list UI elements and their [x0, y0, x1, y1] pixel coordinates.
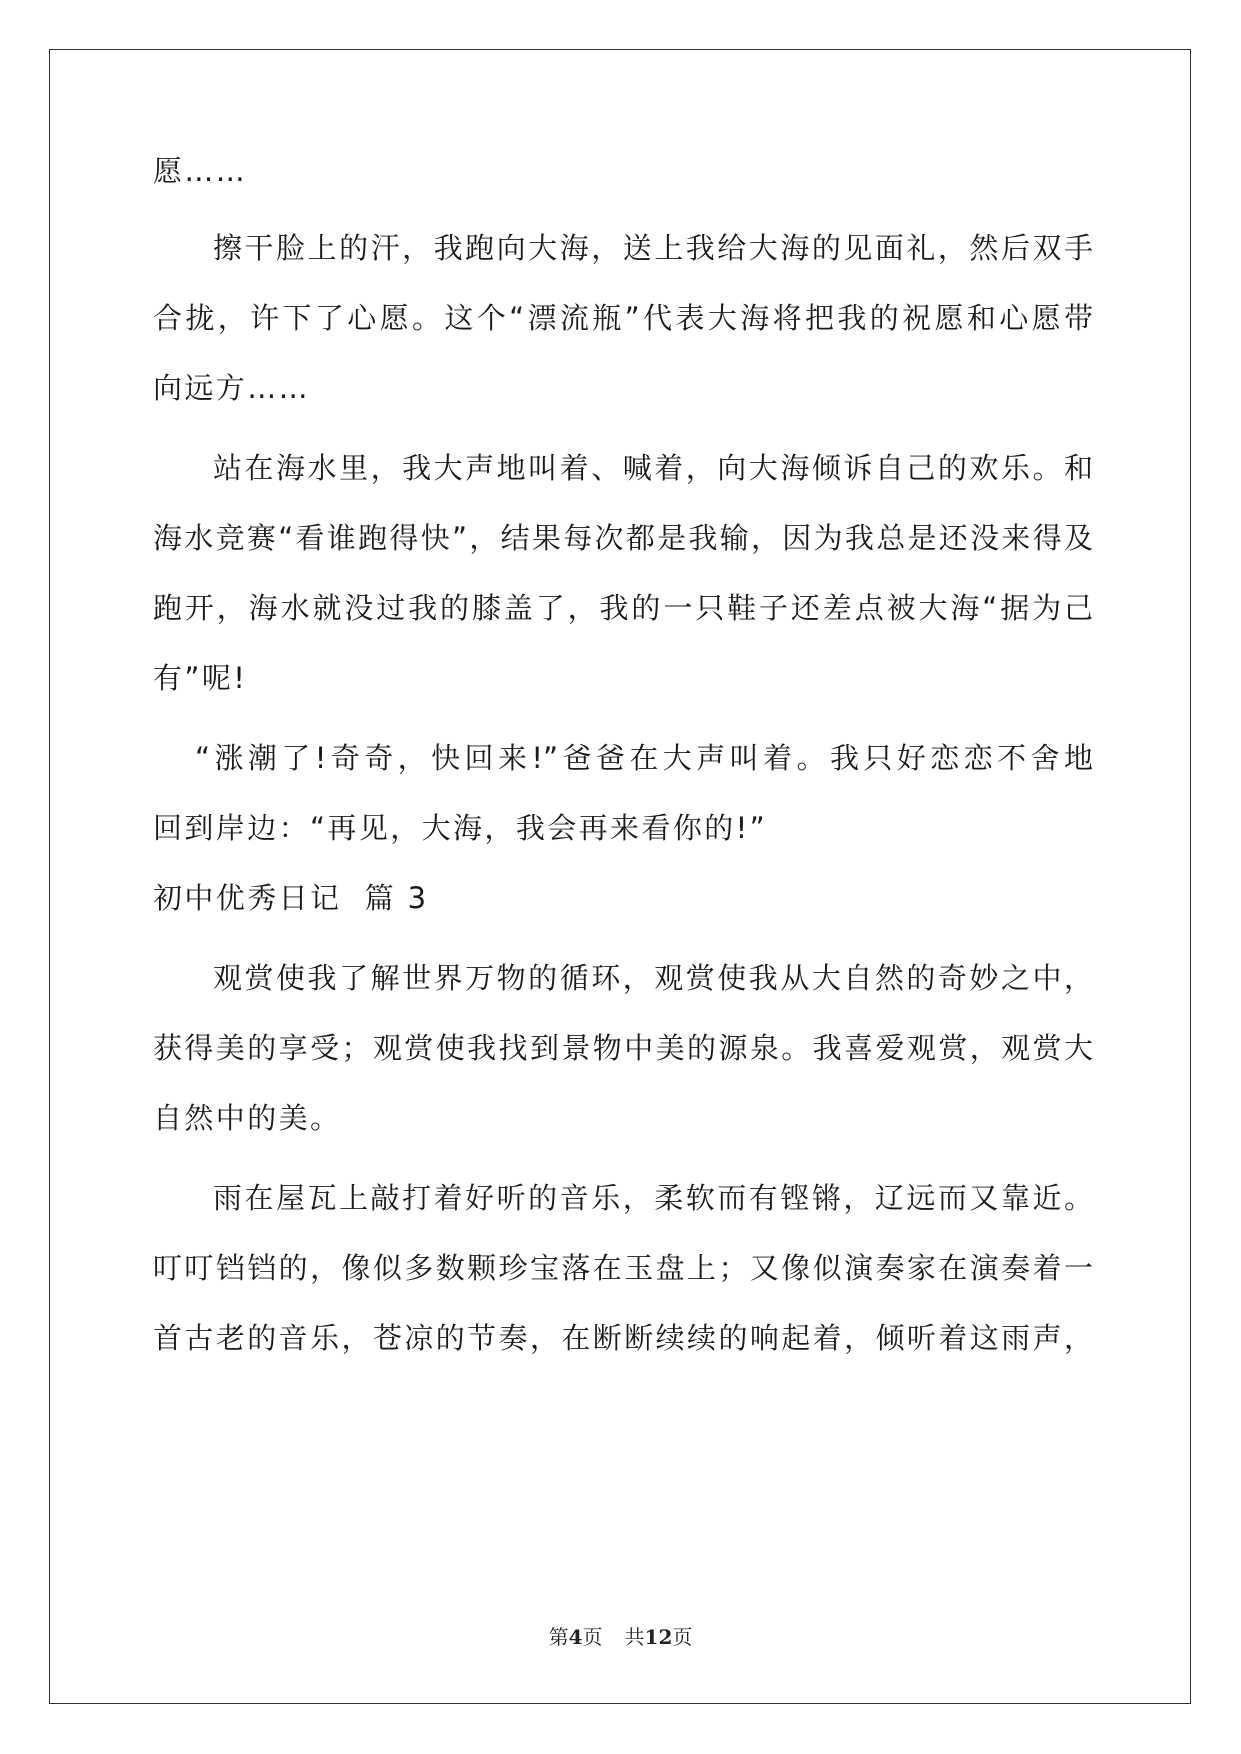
paragraph-line: 跑开，海水就没过我的膝盖了，我的一只鞋子还差点被大海“据为己 — [153, 591, 1093, 625]
page-footer — [0, 1624, 1241, 1650]
paragraph-line: 叮叮铛铛的，像似多数颗珍宝落在玉盘上；又像似演奏家在演奏着一 — [153, 1251, 1093, 1285]
paragraph-line: 有”呢! — [153, 661, 248, 695]
paragraph-line: “涨潮了!奇奇，快回来!”爸爸在大声叫着。我只好恋恋不舍地 — [195, 741, 1093, 775]
footer-page-total: 12 — [644, 1625, 673, 1649]
paragraph-line: 雨在屋瓦上敲打着好听的音乐，柔软而有铿锵，辽远而又靠近。 — [213, 1181, 1093, 1215]
paragraph-line: 首古老的音乐，苍凉的节奏，在断断续续的响起着，倾听着这雨声， — [153, 1321, 1093, 1355]
section-heading: 初中优秀日记 篇 3 — [153, 881, 429, 915]
paragraph-line: 回到岸边：“再见，大海，我会再来看你的!” — [153, 811, 768, 845]
footer-total-prefix: 共 — [624, 1625, 645, 1649]
footer-page-prefix: 第 — [548, 1625, 569, 1649]
footer-page-current: 4 — [568, 1625, 583, 1649]
paragraph-line: 站在海水里，我大声地叫着、喊着，向大海倾诉自己的欢乐。和 — [213, 451, 1093, 485]
paragraph-line: 自然中的美。 — [153, 1101, 342, 1135]
paragraph-line: 愿…… — [153, 154, 248, 188]
paragraph-line: 向远方…… — [153, 371, 311, 405]
paragraph-line: 获得美的享受；观赏使我找到景物中美的源泉。我喜爱观赏，观赏大 — [153, 1031, 1093, 1065]
footer-page-suffix: 页 — [582, 1625, 603, 1649]
footer-total-suffix: 页 — [672, 1625, 693, 1649]
paragraph-line: 海水竞赛“看谁跑得快”，结果每次都是我输，因为我总是还没来得及 — [153, 521, 1093, 555]
paragraph-line: 合拢，许下了心愿。这个“漂流瓶”代表大海将把我的祝愿和心愿带 — [153, 301, 1093, 335]
paragraph-line: 观赏使我了解世界万物的循环，观赏使我从大自然的奇妙之中， — [213, 961, 1093, 995]
paragraph-line: 擦干脸上的汗，我跑向大海，送上我给大海的见面礼，然后双手 — [213, 231, 1093, 265]
